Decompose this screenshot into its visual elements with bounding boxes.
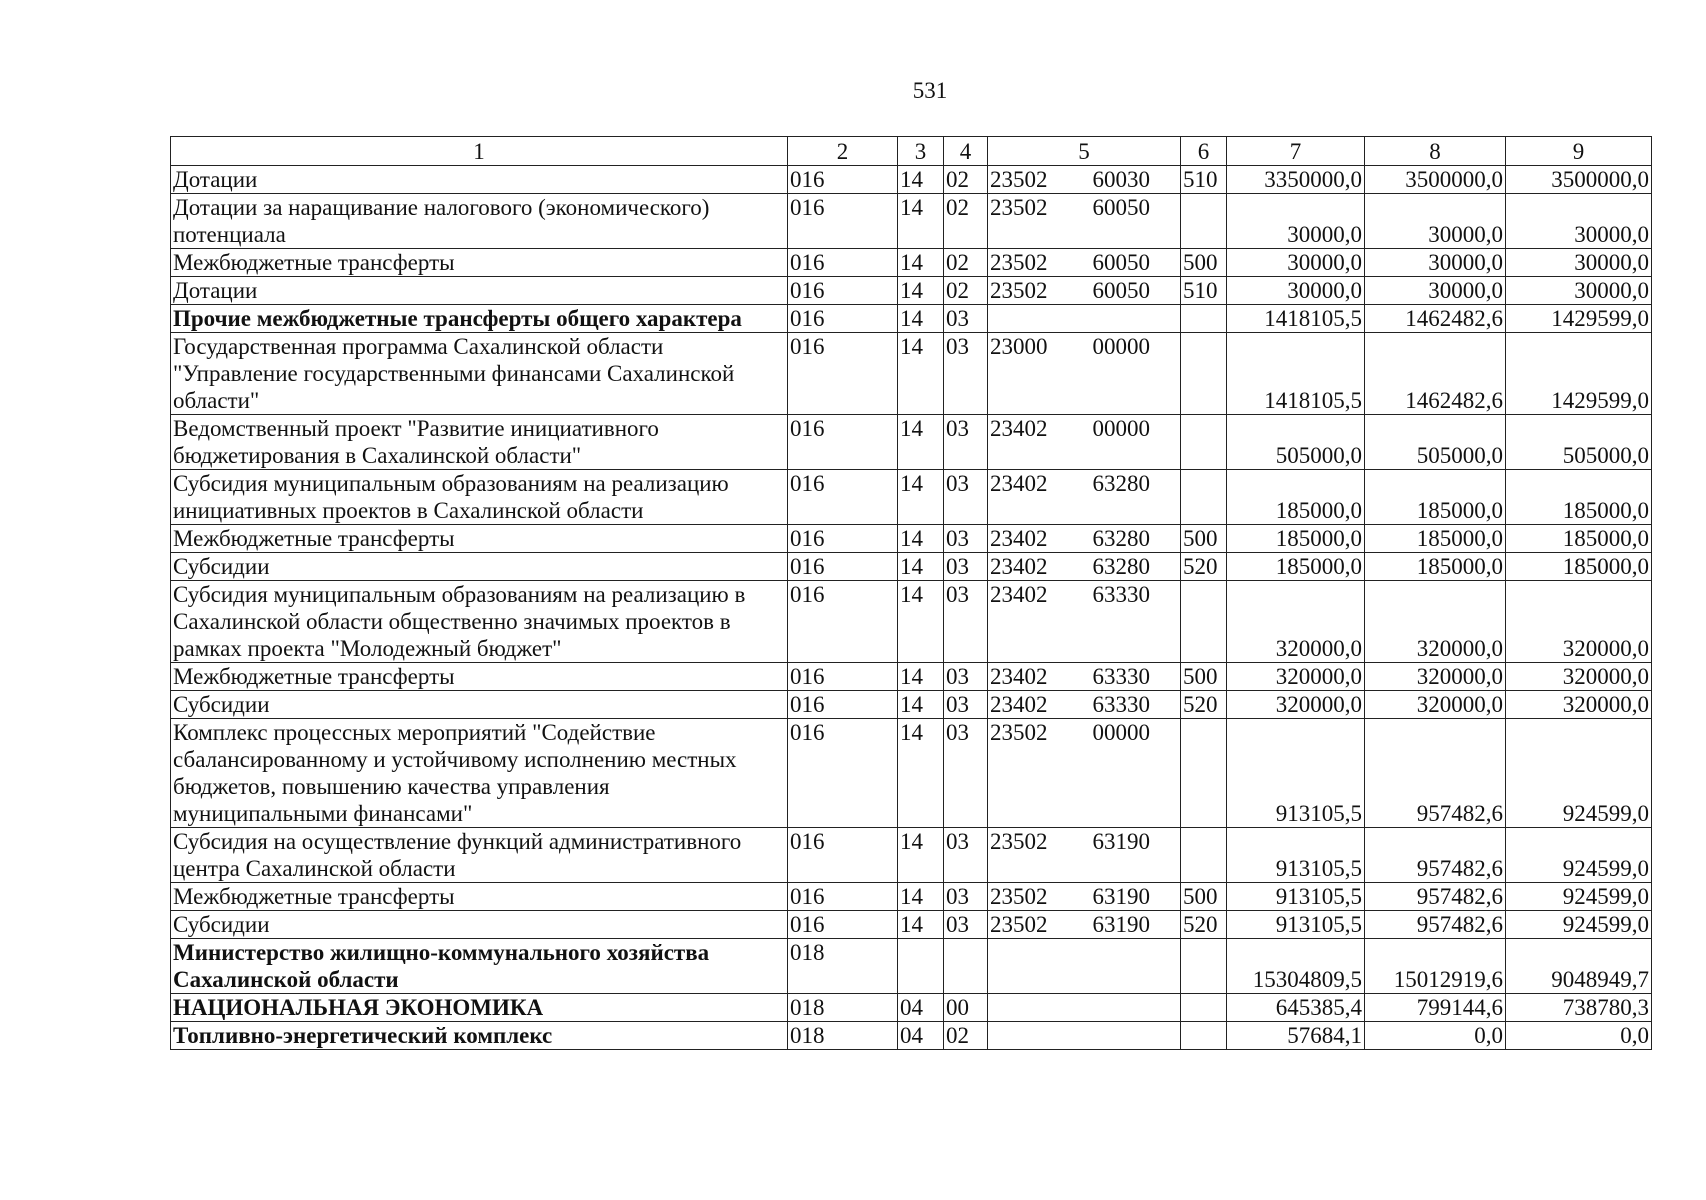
- amount-year-2-cell: 799144,6: [1365, 994, 1506, 1022]
- subsection-code-cell: 03: [944, 415, 988, 470]
- target-article-wrap: [988, 719, 1180, 746]
- table-row: [171, 911, 1652, 939]
- subsection-code-cell: 02: [944, 166, 988, 194]
- amount-year-1-cell: 1418105,5: [1227, 305, 1365, 333]
- grbs-code-cell: 016: [788, 166, 898, 194]
- target-article-wrap: [988, 194, 1180, 221]
- amount-year-1-cell: 15304809,5: [1227, 939, 1365, 994]
- target-article-program: 23502: [990, 720, 1048, 745]
- target-article-wrap: [988, 691, 1180, 718]
- section-code-cell: 14: [898, 415, 944, 470]
- section-code-cell: 14: [898, 691, 944, 719]
- target-article-wrap: [988, 249, 1180, 276]
- grbs-code-cell: 018: [788, 1022, 898, 1050]
- amount-year-1-cell: 185000,0: [1227, 525, 1365, 553]
- row-name-cell: Субсидия на осуществление функций административного центра Сахалинской области: [171, 828, 788, 883]
- amount-year-2-cell: 505000,0: [1365, 415, 1506, 470]
- row-name-cell: Дотации: [171, 166, 788, 194]
- amount-year-3-cell: 738780,3: [1506, 994, 1652, 1022]
- amount-year-3-cell: 30000,0: [1506, 194, 1652, 249]
- header-cell: 9: [1506, 137, 1652, 166]
- amount-year-3-cell: 185000,0: [1506, 470, 1652, 525]
- expense-type-cell: [1181, 939, 1227, 994]
- header-cell: 8: [1365, 137, 1506, 166]
- section-code-cell: 14: [898, 194, 944, 249]
- amount-year-2-cell: 185000,0: [1365, 553, 1506, 581]
- row-name-cell: Комплекс процессных мероприятий "Содействие сбалансированному и устойчивому исполнению местных бюджетов, повышению качества управления муниципальными финансами": [171, 719, 788, 828]
- target-article-wrap: [988, 581, 1180, 608]
- header-row: [171, 137, 1652, 166]
- subsection-code-cell: 03: [944, 305, 988, 333]
- target-article-cell: [988, 305, 1181, 333]
- expense-type-cell: [1181, 828, 1227, 883]
- target-article-direction: 63330: [1092, 582, 1150, 607]
- subsection-code-cell: 03: [944, 525, 988, 553]
- amount-year-3-cell: 1429599,0: [1506, 333, 1652, 415]
- target-article-wrap: [988, 277, 1180, 304]
- target-article-cell: [988, 828, 1181, 883]
- section-code-cell: [898, 939, 944, 994]
- grbs-code-cell: 016: [788, 415, 898, 470]
- target-article-direction: 63190: [1092, 884, 1150, 909]
- amount-year-2-cell: 957482,6: [1365, 719, 1506, 828]
- target-article-wrap: [988, 828, 1180, 855]
- subsection-code-cell: 03: [944, 581, 988, 663]
- table-row: [171, 828, 1652, 883]
- target-article-direction: 00000: [1092, 334, 1150, 359]
- amount-year-1-cell: 913105,5: [1227, 719, 1365, 828]
- table-row: [171, 1022, 1652, 1050]
- target-article-program: 23402: [990, 692, 1048, 717]
- amount-year-1-cell: 645385,4: [1227, 994, 1365, 1022]
- expense-type-cell: 500: [1181, 525, 1227, 553]
- target-article-direction: 63330: [1092, 692, 1150, 717]
- amount-year-2-cell: 1462482,6: [1365, 305, 1506, 333]
- target-article-wrap: [988, 663, 1180, 690]
- header-cell: 6: [1181, 137, 1227, 166]
- table-row: [171, 994, 1652, 1022]
- target-article-program: 23502: [990, 167, 1048, 192]
- amount-year-2-cell: 320000,0: [1365, 691, 1506, 719]
- expense-type-cell: [1181, 1022, 1227, 1050]
- target-article-cell: [988, 553, 1181, 581]
- expense-type-cell: 500: [1181, 883, 1227, 911]
- amount-year-2-cell: 1462482,6: [1365, 333, 1506, 415]
- amount-year-2-cell: 185000,0: [1365, 525, 1506, 553]
- row-name-cell: Межбюджетные трансферты: [171, 663, 788, 691]
- section-code-cell: 14: [898, 719, 944, 828]
- subsection-code-cell: [944, 939, 988, 994]
- target-article-wrap: [988, 525, 1180, 552]
- expense-type-cell: 510: [1181, 166, 1227, 194]
- amount-year-3-cell: 0,0: [1506, 1022, 1652, 1050]
- subsection-code-cell: 03: [944, 663, 988, 691]
- table-row: [171, 415, 1652, 470]
- expense-type-cell: [1181, 415, 1227, 470]
- target-article-direction: 60050: [1092, 195, 1150, 220]
- expense-type-cell: 520: [1181, 691, 1227, 719]
- target-article-program: 23502: [990, 195, 1048, 220]
- amount-year-3-cell: 30000,0: [1506, 277, 1652, 305]
- amount-year-1-cell: 30000,0: [1227, 194, 1365, 249]
- target-article-cell: [988, 415, 1181, 470]
- subsection-code-cell: 03: [944, 719, 988, 828]
- target-article-direction: 63280: [1092, 471, 1150, 496]
- subsection-code-cell: 03: [944, 553, 988, 581]
- target-article-direction: 00000: [1092, 720, 1150, 745]
- row-name-cell: Субсидии: [171, 553, 788, 581]
- grbs-code-cell: 016: [788, 333, 898, 415]
- amount-year-2-cell: 0,0: [1365, 1022, 1506, 1050]
- budget-table: [170, 136, 1652, 1050]
- target-article-direction: 63280: [1092, 554, 1150, 579]
- expense-type-cell: [1181, 994, 1227, 1022]
- subsection-code-cell: 03: [944, 828, 988, 883]
- table-row: [171, 305, 1652, 333]
- header-cell: 1: [171, 137, 788, 166]
- target-article-direction: 60030: [1092, 167, 1150, 192]
- table-row: [171, 691, 1652, 719]
- subsection-code-cell: 02: [944, 194, 988, 249]
- row-name-cell: Прочие межбюджетные трансферты общего характера: [171, 305, 788, 333]
- subsection-code-cell: 03: [944, 883, 988, 911]
- target-article-direction: 63330: [1092, 664, 1150, 689]
- target-article-wrap: [988, 553, 1180, 580]
- amount-year-2-cell: 15012919,6: [1365, 939, 1506, 994]
- header-cell: 4: [944, 137, 988, 166]
- expense-type-cell: [1181, 194, 1227, 249]
- expense-type-cell: 500: [1181, 663, 1227, 691]
- table-row: [171, 663, 1652, 691]
- row-name-cell: Ведомственный проект "Развитие инициативного бюджетирования в Сахалинской области": [171, 415, 788, 470]
- grbs-code-cell: 016: [788, 249, 898, 277]
- amount-year-1-cell: 320000,0: [1227, 581, 1365, 663]
- amount-year-1-cell: 30000,0: [1227, 249, 1365, 277]
- section-code-cell: 14: [898, 305, 944, 333]
- header-cell: 7: [1227, 137, 1365, 166]
- target-article-wrap: [988, 415, 1180, 442]
- amount-year-3-cell: 320000,0: [1506, 581, 1652, 663]
- section-code-cell: 14: [898, 470, 944, 525]
- amount-year-2-cell: 320000,0: [1365, 581, 1506, 663]
- target-article-cell: [988, 581, 1181, 663]
- expense-type-cell: [1181, 719, 1227, 828]
- target-article-cell: [988, 166, 1181, 194]
- amount-year-1-cell: 185000,0: [1227, 553, 1365, 581]
- target-article-program: 23000: [990, 334, 1048, 359]
- table-row: [171, 883, 1652, 911]
- amount-year-3-cell: 1429599,0: [1506, 305, 1652, 333]
- section-code-cell: 14: [898, 911, 944, 939]
- section-code-cell: 14: [898, 663, 944, 691]
- target-article-wrap: [988, 911, 1180, 938]
- target-article-program: 23402: [990, 526, 1048, 551]
- target-article-direction: 63190: [1092, 912, 1150, 937]
- section-code-cell: 14: [898, 525, 944, 553]
- target-article-wrap: [988, 166, 1180, 193]
- row-name-cell: Дотации: [171, 277, 788, 305]
- target-article-cell: [988, 525, 1181, 553]
- target-article-program: 23402: [990, 471, 1048, 496]
- target-article-direction: 00000: [1092, 416, 1150, 441]
- target-article-cell: [988, 691, 1181, 719]
- amount-year-2-cell: 320000,0: [1365, 663, 1506, 691]
- target-article-cell: [988, 911, 1181, 939]
- row-name-cell: Государственная программа Сахалинской области "Управление государственными финансами Сахалинской области": [171, 333, 788, 415]
- target-article-program: 23402: [990, 554, 1048, 579]
- target-article-program: 23402: [990, 664, 1048, 689]
- amount-year-1-cell: 185000,0: [1227, 470, 1365, 525]
- amount-year-1-cell: 913105,5: [1227, 883, 1365, 911]
- amount-year-1-cell: 30000,0: [1227, 277, 1365, 305]
- row-name-cell: Межбюджетные трансферты: [171, 883, 788, 911]
- grbs-code-cell: 016: [788, 581, 898, 663]
- target-article-cell: [988, 663, 1181, 691]
- subsection-code-cell: 02: [944, 249, 988, 277]
- target-article-program: 23502: [990, 884, 1048, 909]
- grbs-code-cell: 016: [788, 470, 898, 525]
- amount-year-3-cell: 320000,0: [1506, 663, 1652, 691]
- table-row: [171, 939, 1652, 994]
- target-article-cell: [988, 194, 1181, 249]
- grbs-code-cell: 016: [788, 663, 898, 691]
- page-number: 531: [912, 78, 948, 103]
- amount-year-1-cell: 505000,0: [1227, 415, 1365, 470]
- row-name-cell: Министерство жилищно-коммунального хозяйства Сахалинской области: [171, 939, 788, 994]
- amount-year-1-cell: 3350000,0: [1227, 166, 1365, 194]
- amount-year-2-cell: 3500000,0: [1365, 166, 1506, 194]
- grbs-code-cell: 016: [788, 719, 898, 828]
- target-article-cell: [988, 333, 1181, 415]
- table-row: [171, 581, 1652, 663]
- subsection-code-cell: 03: [944, 911, 988, 939]
- expense-type-cell: [1181, 470, 1227, 525]
- amount-year-1-cell: 57684,1: [1227, 1022, 1365, 1050]
- grbs-code-cell: 016: [788, 911, 898, 939]
- target-article-direction: 63190: [1092, 829, 1150, 854]
- target-article-wrap: [988, 333, 1180, 360]
- section-code-cell: 14: [898, 553, 944, 581]
- expense-type-cell: 520: [1181, 911, 1227, 939]
- amount-year-3-cell: 9048949,7: [1506, 939, 1652, 994]
- row-name-cell: НАЦИОНАЛЬНАЯ ЭКОНОМИКА: [171, 994, 788, 1022]
- expense-type-cell: [1181, 581, 1227, 663]
- target-article-wrap: [988, 470, 1180, 497]
- amount-year-1-cell: 913105,5: [1227, 828, 1365, 883]
- target-article-wrap: [988, 883, 1180, 910]
- grbs-code-cell: 018: [788, 994, 898, 1022]
- amount-year-3-cell: 505000,0: [1506, 415, 1652, 470]
- subsection-code-cell: 03: [944, 333, 988, 415]
- subsection-code-cell: 02: [944, 277, 988, 305]
- target-article-cell: [988, 277, 1181, 305]
- amount-year-3-cell: 924599,0: [1506, 883, 1652, 911]
- section-code-cell: 14: [898, 249, 944, 277]
- target-article-program: 23502: [990, 912, 1048, 937]
- table-row: [171, 470, 1652, 525]
- expense-type-cell: 510: [1181, 277, 1227, 305]
- row-name-cell: Субсидия муниципальным образованиям на реализацию инициативных проектов в Сахалинской области: [171, 470, 788, 525]
- row-name-cell: Субсидии: [171, 691, 788, 719]
- table-row: [171, 249, 1652, 277]
- expense-type-cell: 520: [1181, 553, 1227, 581]
- target-article-program: 23502: [990, 278, 1048, 303]
- amount-year-1-cell: 1418105,5: [1227, 333, 1365, 415]
- amount-year-3-cell: 3500000,0: [1506, 166, 1652, 194]
- amount-year-2-cell: 957482,6: [1365, 828, 1506, 883]
- table-body: [171, 166, 1652, 1050]
- amount-year-3-cell: 320000,0: [1506, 691, 1652, 719]
- grbs-code-cell: 016: [788, 691, 898, 719]
- grbs-code-cell: 018: [788, 939, 898, 994]
- target-article-direction: 60050: [1092, 250, 1150, 275]
- grbs-code-cell: 016: [788, 277, 898, 305]
- table-row: [171, 166, 1652, 194]
- target-article-cell: [988, 939, 1181, 994]
- row-name-cell: Топливно-энергетический комплекс: [171, 1022, 788, 1050]
- amount-year-3-cell: 924599,0: [1506, 719, 1652, 828]
- target-article-cell: [988, 1022, 1181, 1050]
- table-row: [171, 553, 1652, 581]
- section-code-cell: 14: [898, 277, 944, 305]
- amount-year-2-cell: 30000,0: [1365, 194, 1506, 249]
- grbs-code-cell: 016: [788, 194, 898, 249]
- grbs-code-cell: 016: [788, 553, 898, 581]
- table-row: [171, 525, 1652, 553]
- amount-year-1-cell: 913105,5: [1227, 911, 1365, 939]
- expense-type-cell: [1181, 305, 1227, 333]
- amount-year-3-cell: 185000,0: [1506, 553, 1652, 581]
- target-article-cell: [988, 719, 1181, 828]
- subsection-code-cell: 00: [944, 994, 988, 1022]
- amount-year-3-cell: 924599,0: [1506, 911, 1652, 939]
- table-row: [171, 277, 1652, 305]
- header-cell: 5: [988, 137, 1181, 166]
- amount-year-2-cell: 957482,6: [1365, 911, 1506, 939]
- section-code-cell: 14: [898, 581, 944, 663]
- header-cell: 3: [898, 137, 944, 166]
- target-article-program: 23502: [990, 250, 1048, 275]
- amount-year-2-cell: 30000,0: [1365, 249, 1506, 277]
- table-row: [171, 333, 1652, 415]
- table-row: [171, 194, 1652, 249]
- amount-year-1-cell: 320000,0: [1227, 691, 1365, 719]
- amount-year-3-cell: 924599,0: [1506, 828, 1652, 883]
- amount-year-1-cell: 320000,0: [1227, 663, 1365, 691]
- target-article-direction: 63280: [1092, 526, 1150, 551]
- header-cell: 2: [788, 137, 898, 166]
- subsection-code-cell: 03: [944, 691, 988, 719]
- amount-year-2-cell: 30000,0: [1365, 277, 1506, 305]
- section-code-cell: 14: [898, 166, 944, 194]
- amount-year-3-cell: 185000,0: [1506, 525, 1652, 553]
- section-code-cell: 14: [898, 883, 944, 911]
- table-row: [171, 719, 1652, 828]
- grbs-code-cell: 016: [788, 305, 898, 333]
- subsection-code-cell: 03: [944, 470, 988, 525]
- target-article-program: 23402: [990, 582, 1048, 607]
- target-article-direction: 60050: [1092, 278, 1150, 303]
- grbs-code-cell: 016: [788, 883, 898, 911]
- row-name-cell: Межбюджетные трансферты: [171, 525, 788, 553]
- target-article-cell: [988, 994, 1181, 1022]
- target-article-program: 23402: [990, 416, 1048, 441]
- section-code-cell: 14: [898, 333, 944, 415]
- amount-year-2-cell: 185000,0: [1365, 470, 1506, 525]
- subsection-code-cell: 02: [944, 1022, 988, 1050]
- row-name-cell: Межбюджетные трансферты: [171, 249, 788, 277]
- target-article-cell: [988, 249, 1181, 277]
- section-code-cell: 04: [898, 1022, 944, 1050]
- amount-year-2-cell: 957482,6: [1365, 883, 1506, 911]
- expense-type-cell: [1181, 333, 1227, 415]
- target-article-cell: [988, 883, 1181, 911]
- target-article-cell: [988, 470, 1181, 525]
- row-name-cell: Субсидии: [171, 911, 788, 939]
- amount-year-3-cell: 30000,0: [1506, 249, 1652, 277]
- target-article-program: 23502: [990, 829, 1048, 854]
- grbs-code-cell: 016: [788, 525, 898, 553]
- expense-type-cell: 500: [1181, 249, 1227, 277]
- row-name-cell: Субсидия муниципальным образованиям на реализацию в Сахалинской области общественно значимых проектов в рамках проекта "Молодежный бюджет": [171, 581, 788, 663]
- section-code-cell: 14: [898, 828, 944, 883]
- section-code-cell: 04: [898, 994, 944, 1022]
- grbs-code-cell: 016: [788, 828, 898, 883]
- row-name-cell: Дотации за наращивание налогового (экономического) потенциала: [171, 194, 788, 249]
